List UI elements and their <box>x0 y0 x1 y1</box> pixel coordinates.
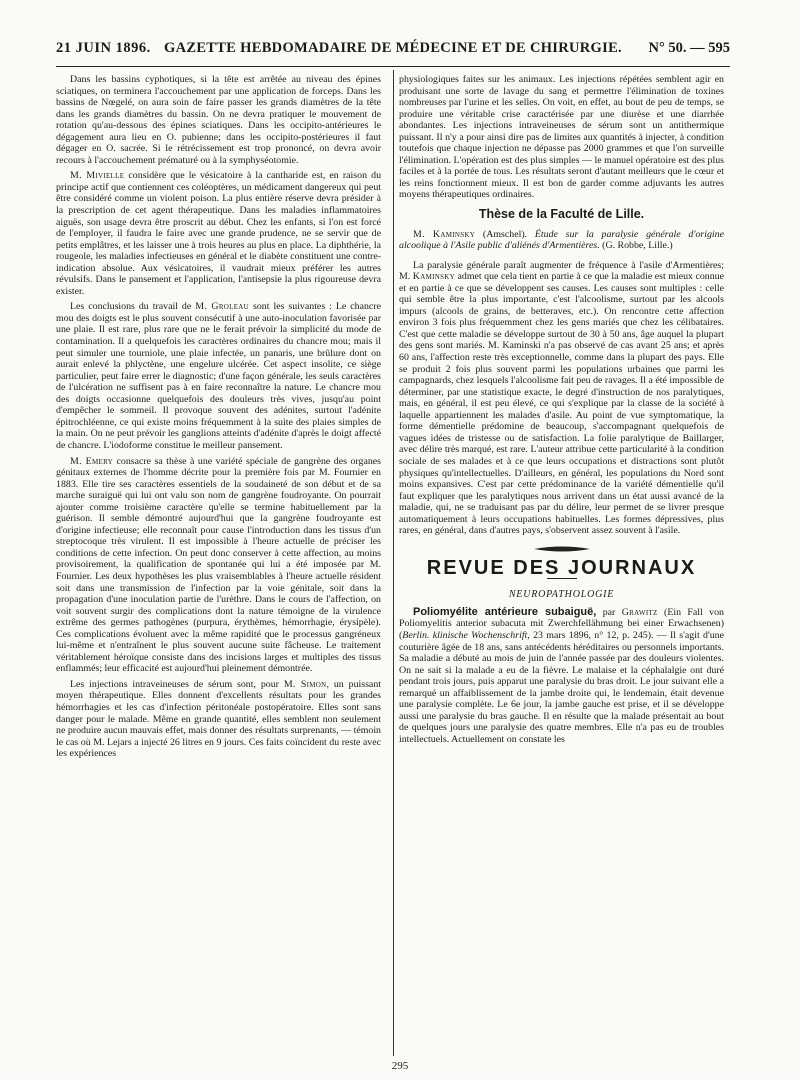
paragraph-text: sont les suivantes : Le chancre mou des doigts est le plus souvent consécutif à une auto-inoculation favorisée par une plaie. Il est rare, plus rare que ne le ferait prévoir la simplicité du mode de contamination. Il a quelquefois les caractères ordinaires du chancre mou; mais il peut simuler une tourniole, une plaie infectée, un panaris, une brûlure dont on aurait enlevé la phlyctène, une engelure ulcérée. Cet aspect insolite, ce siège particulier, peut faire errer le diagnostic; d'une façon générale, les seuls caractères de l'ulcération ne suffisent pas à en faire reconnaître la nature. Le chancre mou des doigts occasionne quelquefois des douleurs très vives, jusqu'au point d'empêcher le sommeil. Il provoque souvent des adénites, surtout l'adénite épitrochléenne, ce qui existe moins fréquemment à la suite des plaies simples de la main. On ne peut prévoir les ganglions atteints d'adénite d'après le doigt affecté de chancre. L'iodoforme constitue le meilleur pansement. <box>56 301 381 451</box>
paragraph-lead: Les conclusions du travail de <box>70 301 196 313</box>
ornament-rule <box>534 545 590 553</box>
author-firstname: (Amschel). <box>475 228 535 240</box>
paragraph-text: admet que cela tient en partie à ce que la maladie est mieux connue et en partie à ce que se développent ses causes. Les causes sont multiples : celle qui semble être la plus importante, c'est l'alcoolisme, surtout par les alcools impurs (alcools de grains, de betteraves, etc.). On rencontre cette affection environ 3 fois plus fréquemment chez les gens mariés que chez les célibataires. C'est que cette maladie se développe surtout de 30 à 50 ans, âge auquel la plupart des gens sont mariés. M. Kaminski n'a pas observé de cas avant 25 ans; et après 60 ans, l'affection reste très exceptionnelle, comme dans la plupart des pays. Elle se produit 2 fois plus souvent parmi les populations urbaines que parmi les campagnards, chez lesquels l'alcoolisme fait peu de ravages. Il a été impossible de déterminer, par une statistique exacte, le degré d'instruction de nos paralytiques, mais, en général, il est peu élevé, ce qui s'explique par la classe de la société à laquelle appartiennent les malades d'asile. Au point de vue symptomatique, la forme démentielle prédomine de beaucoup, s'accompagnant quelquefois de vagues idées de tristesse ou de satisfaction. La folie paralytique de Baillarger, avec délire très marqué, est rare. L'auteur attribue cette particularité à la condition sociale de ses malades et à ce que leurs occupations et distractions sont plutôt physiques qu'intellectuelles. D'ailleurs, en général, les populations du Nord sont moins expansives. C'est par cette prédominance de la variété démentielle qu'il faut expliquer que les paralytiques nous arrivent dans un état aussi avancé de la maladie, qui, ne se traduisant pas par du délire, leur permet de se livrer presque automatiquement à leurs occupations habituelles. Les formes dépressives, plus rares, en général, dans d'autres pays, s'observent assez souvent à l'asile. <box>399 271 724 537</box>
paragraph-groleau <box>56 301 381 451</box>
journal-title: GAZETTE HEBDOMADAIRE DE MÉDECINE ET DE CHIRURGIE. <box>164 40 622 56</box>
paragraph-lead: La paralysie générale paraît augmenter de fréquence à l'asile d'Armentières; M. <box>399 259 724 283</box>
issue-date: 21 JUIN 1896. <box>56 40 151 56</box>
left-column <box>56 74 381 764</box>
author-name: Kaminsky <box>412 271 455 283</box>
section-title-revue: REVUE DES JOURNAUX <box>426 556 697 579</box>
paragraph-serum-continued: physiologiques faites sur les animaux. Les injections répétées semblent agir en produisant une sorte de lavage du sang et permettre l'élimination de toxines nombreuses par l'urine et les selles. On voit, en effet, au bout de peu de temps, se produire une véritable crise caractérisée par une diurèse et une diarrhée abondantes. Les injections intraveineuses de sérum sont un antithermique puissant. Il n'y a pour ainsi dire pas de limites aux quantités à injecter, à condition toutefois que chaque injection ne dépasse pas 2000 grammes et que l'on surveille l'élimination. L'opération est des plus simples — le manuel opératoire est des plus faciles et à la portée de tous. Les résultats seront d'autant meilleurs que le cœur et les reins fonctionnent mieux. Il est bon de garder comme adjuvants les autres moyens thérapeutiques ordinaires. <box>399 74 724 201</box>
author-name: M. Emery <box>70 455 114 467</box>
article-title: Poliomyélite antérieure subaiguë, <box>413 605 597 618</box>
paragraph-lead: Les injections intraveineuses de sérum sont, pour <box>70 678 284 690</box>
right-column <box>399 74 724 749</box>
issue-number: N° 50. — 595 <box>648 40 730 56</box>
paragraph-simon <box>56 679 381 760</box>
article-text: — Il s'agit d'une couturière âgée de 18 ans, sans antécédents héréditaires ou personnels importants. Sa maladie a débuté au mois de juin de l'année passée par des douleurs violentes. On ne sait si la malade a eu de la fièvre. Le malaise et la céphalalgie ont duré pendant trois jours, puis apparut une paralysie du bras droit. Le jour suivant elle a remarqué un affaiblissement de la jambe droite qui, le lendemain, était devenue une paralysie complète. Le 6e jour, la jambe gauche est prise, et il se développe aussi une paralysie du bras gauche. Il en résulte que la malade présentait au bout de quelques jours une paralysie des quatre membres. Elle n'a pas eu de troubles intellectuels. Actuellement on constate les <box>399 629 725 745</box>
paragraph-text: consacre sa thèse à une variété spéciale de gangrène des organes génitaux externes de l'homme décrite pour la première fois par M. Fournier en 1883. Elle tire ses caractères essentiels de la soudaineté de son début et de sa marche suraiguë qui lui ont valu son nom de gangrène foudroyante. On pourrait ajouter comme troisième caractère qu'elle se termine habituellement par la guérison. Il semble démontré aujourd'hui que la gangrène foudroyante est d'origine infectieuse; elle reconnaît pour cause l'introduction dans les tissus d'un streptocoque très virulent. Il est impossible à l'heure actuelle de préciser les conditions de cette infection. On peut donc conserver à cette affection, au moins provisoirement, la qualification de spontanée qui lui a été imposée par M. Fournier. Les deux hypothèses les plus vraisemblables à l'heure actuelle résident soit dans une transmission de l'infection par la voie génitale, soit dans la propagation d'une inoculation partie de l'urèthre. Dans le cours de l'affection, on voit souvent surgir des complications dont la nature témoigne de la virulence extrême des germes pathogènes (purpura, érythèmes, hémorrhagie, érysipèle). Ces complications évoluent avec la même rapidité que le processus gangréneux lui-même et n'entraînent le plus souvent aucune suite fâcheuse. Le traitement véritablement héroïque consiste dans des incisions larges et multiples des tissus enflammés; leur efficacité est aujourd'hui pleinement démontrée. <box>56 455 381 675</box>
section-heading-lille: Thèse de la Faculté de Lille. <box>478 207 645 222</box>
thesis-reference <box>399 229 724 252</box>
running-header <box>56 40 730 67</box>
page-number: 295 <box>391 1060 409 1072</box>
journal-name: Berlin. klinische Wochenschrift, <box>402 629 530 641</box>
article-poliomyelite <box>399 607 724 746</box>
author-name: M. Simon <box>283 678 327 690</box>
author-name: M. Groleau <box>195 301 250 313</box>
paragraph-kaminsky <box>399 260 724 537</box>
article-citation: 23 mars 1896, n° 12, p. 245). <box>529 629 654 641</box>
publisher: (G. Robbe, Lille.) <box>599 240 673 252</box>
paragraph-text: , un puissant moyen thérapeutique. Elles donnent d'excellents résultats pour les grandes hémorrhagies et les cas d'infection péritonéale postopératoire. Elles sont sans danger pour le malade. Même en grande quantité, elles semblent non seulement ne produire aucun mauvais effet, mais donner des résultats surprenants, — témoin le cas où M. Lejars a injecté 26 litres en 9 jours. Ces faits coïncident du reste avec les expériences <box>56 678 381 760</box>
paragraph-bassins: Dans les bassins cyphotiques, si la tête est arrêtée au niveau des épines sciatiques, on terminera l'accouchement par une application de forceps. Dans les bassins de Nœgelé, on aura soin de faire passer les grands diamètres de la tête dans les grands diamètres du bassin. On ne devra pratiquer le mouvement de rotation qu'au-dessous des épines sciatiques. Dans les occipito-antérieures le dégagement aura lieu en O. pubienne; dans les occipito-postérieures il faut dégager en O. sacrée. Si le rétrécissement est trop prononcé, on devra avoir recours à l'accouchement prématuré ou à la symphyséotomie. <box>56 74 381 166</box>
author-name: Grawitz <box>621 606 658 618</box>
paragraph-mivielle <box>56 170 381 297</box>
author-name: M. Mivielle <box>70 170 125 182</box>
paragraph-text: considère que le vésicatoire à la cantharide est, en raison du principe actif que contiennent ces coléoptères, un médicament dangereux qui peut être considéré comme un violent poison. La plus entière réserve devra présider à la prescription de cet agent thérapeutique. Dans les maladies inflammatoires aiguës, son usage devra être proscrit au début. Chez les enfants, si l'on est forcé de l'employer, il faudra le faire avec une grande prudence, ne se servir que de petits emplâtres, et les laisser une à trois heures au plus en place. La diphthérie, la rougeole, les maladies infectieuses en général et le diabète constituent une contre-indication absolue. Aux vésicatoires, il vaudrait mieux préférer les autres révulsifs. Dans le pansement et l'application, l'antisepsie la plus rigoureuse devra exister. <box>56 170 381 297</box>
paragraph-emery <box>56 456 381 675</box>
article-ref: (Ein Fall von Poliomyelitis anterior subacuta mit Zwerchfellähmung bei einer Erwachsenen) ( <box>399 606 724 641</box>
author-name: M. Kaminsky <box>413 228 476 240</box>
column-divider <box>393 70 394 1056</box>
thesis-title: Étude sur la paralysie générale d'origine alcoolique à l'Asile public d'aliénés d'Armentières. <box>399 228 724 252</box>
article-by: par <box>596 606 622 618</box>
subsection-title: NEUROPATHOLOGIE <box>508 589 615 601</box>
